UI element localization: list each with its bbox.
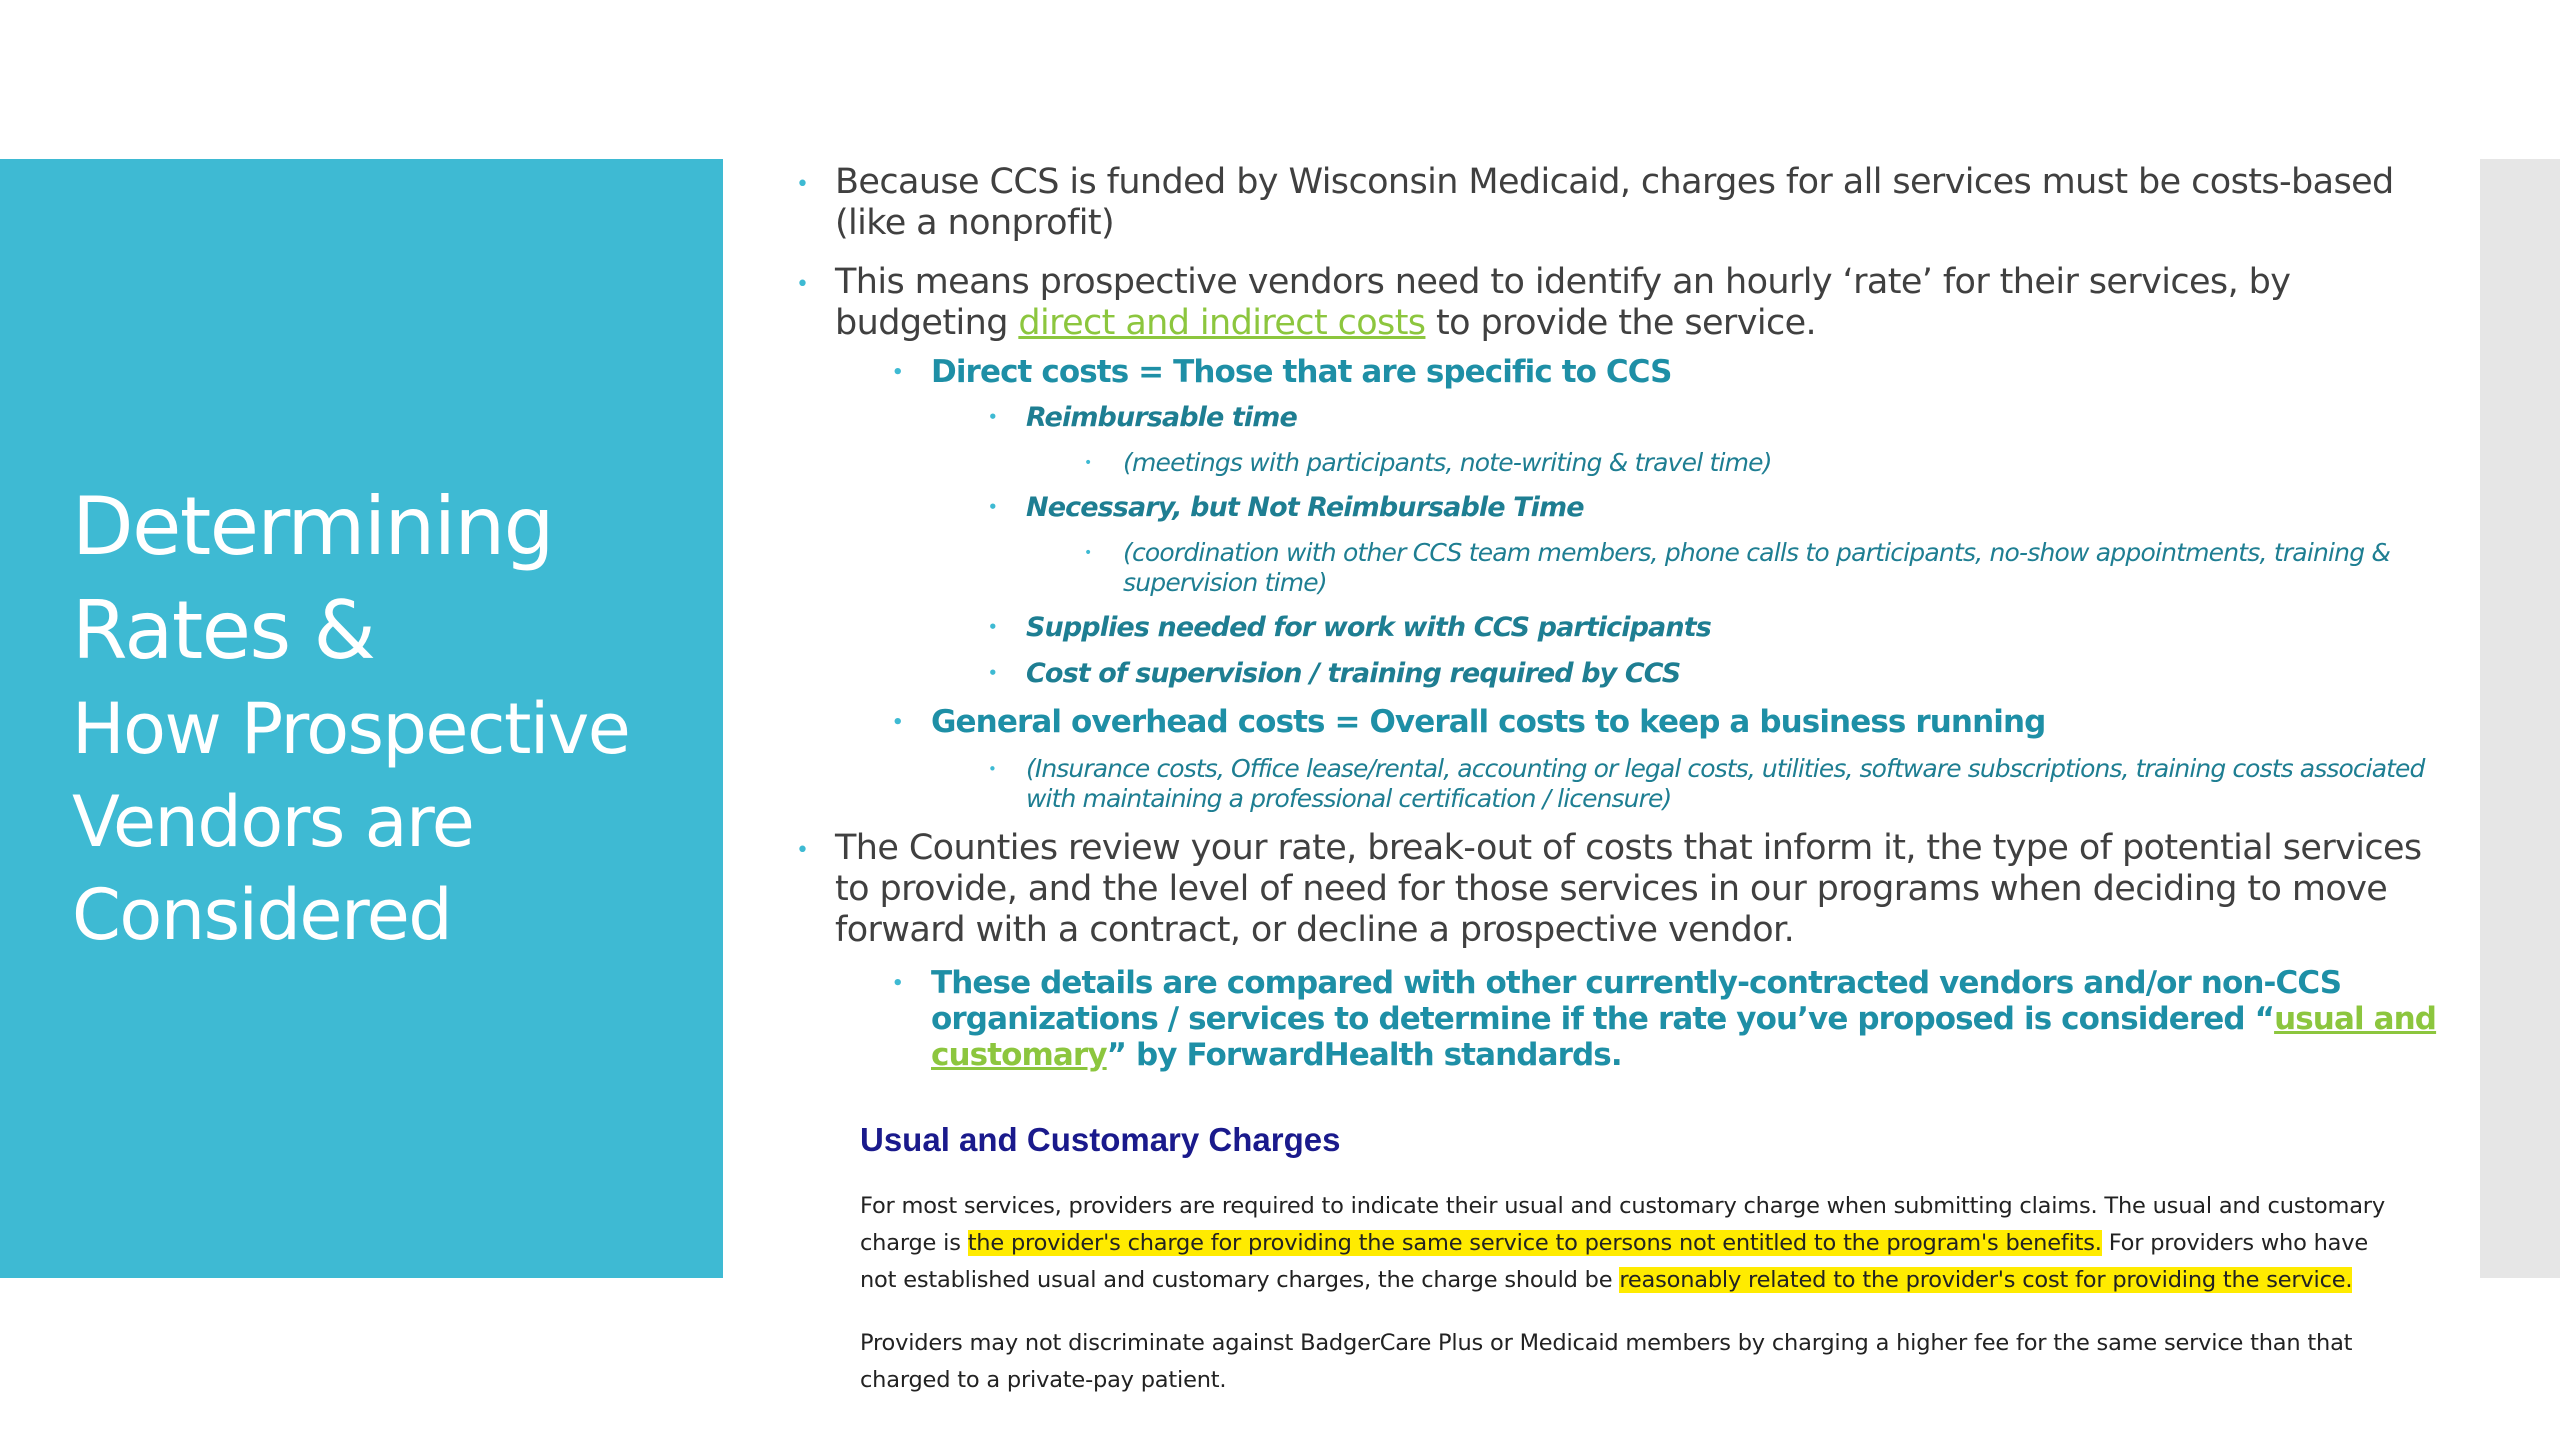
bullet-text: The Counties review your rate, break-out of costs that inform it, the type of potential services to provide, and the level of need for those services in our programs when deciding to move forward with a contract, or decline a prospective vendor. [835,828,2422,950]
bullet-icon: • [1084,545,1092,561]
bullet-text: These details are compared with other currently-contracted vendors and/or non-CCS organizations / services to determine if the rate you’ve proposed is considered “ [931,965,2342,1037]
excerpt-paragraph-2: Providers may not discriminate against BadgerCare Plus or Medicaid members by charging a higher fee for the same service than that charged to a private-pay patient. [860,1330,2353,1393]
bullet-icon: • [1084,455,1092,471]
bullet-necessary-time [790,492,2450,524]
bullet-counties-review [790,828,2450,951]
bullet-text: Direct costs = Those that are specific to CCS [931,354,1672,390]
bullet-icon: • [988,498,997,516]
bullet-text: General overhead costs = Overall costs to keep a business running [931,704,2046,740]
bullet-text: This means prospective vendors need to identify an hourly ‘rate’ for their services, by budgeting [835,262,2291,343]
title-line: Rates & [72,584,375,677]
bullet-icon: • [796,838,809,863]
title-line: Considered [72,874,452,956]
excerpt-text: For providers who have not established usual and customary charges, the charge should be [860,1230,2369,1293]
title-line: Vendors are [72,781,474,863]
excerpt-text: For most services, providers are required to indicate their usual and customary charge when submitting claims. The usual and customary charge is [860,1193,2385,1256]
bullet-medicaid [790,162,2450,244]
bullet-text: ” by ForwardHealth standards. [1106,1037,1622,1073]
bullet-text: Reimbursable time [1026,402,1297,433]
bullet-reimbursable-time [790,402,2450,434]
highlighted-text: reasonably related to the provider's cost for providing the service. [1619,1267,2353,1293]
forwardhealth-excerpt [860,1120,2400,1425]
bullet-icon: • [892,362,903,383]
bullet-text: (coordination with other CCS team members, phone calls to participants, no-show appointments, training & supervision time) [1123,538,2391,597]
bullet-icon: • [796,172,809,197]
bullet-text: (Insurance costs, Office lease/rental, accounting or legal costs, utilities, software subscriptions, training costs associated with maintaining a professional certification / licensure) [1026,754,2425,813]
excerpt-paragraph-1 [860,1188,2400,1299]
right-accent-strip [2480,159,2560,1278]
bullet-hourly-rate [790,262,2450,344]
bullet-text: Necessary, but Not Reimbursable Time [1026,492,1584,523]
bullet-icon: • [988,664,997,682]
usual-and-customary-link[interactable]: usual and customary [931,1001,2437,1073]
title-line: Determining [72,480,553,573]
excerpt-heading: Usual and Customary Charges [860,1121,1341,1158]
highlighted-text: the provider's charge for providing the same service to persons not entitled to the program's benefits. [967,1230,2102,1256]
bullet-direct-costs [790,354,2450,390]
bullet-necessary-detail [790,538,2450,598]
bullet-icon: • [892,973,903,994]
bullet-icon: • [988,760,996,778]
bullet-text: Supplies needed for work with CCS participants [1026,612,1711,643]
bullet-supplies [790,612,2450,644]
bullet-text: (meetings with participants, note-writing & travel time) [1123,448,1772,477]
bullet-supervision [790,658,2450,690]
title-line: How Prospective [72,688,630,770]
direct-indirect-costs-link[interactable]: direct and indirect costs [1018,303,1426,343]
title-panel [0,159,723,1278]
bullet-list [790,162,2450,1073]
bullet-text: to provide the service. [1425,303,1817,343]
bullet-icon: • [988,618,997,636]
bullet-icon: • [796,272,809,297]
bullet-reimbursable-detail [790,448,2450,478]
bullet-overhead-costs [790,704,2450,740]
slide-title [72,475,712,962]
bullet-icon: • [988,408,997,426]
bullet-usual-customary [790,965,2450,1073]
bullet-text: Because CCS is funded by Wisconsin Medicaid, charges for all services must be costs-based (like a nonprofit) [835,162,2394,243]
bullet-icon: • [892,712,903,733]
bullet-text: Cost of supervision / training required by CCS [1026,658,1681,689]
bullet-overhead-detail [790,754,2450,814]
